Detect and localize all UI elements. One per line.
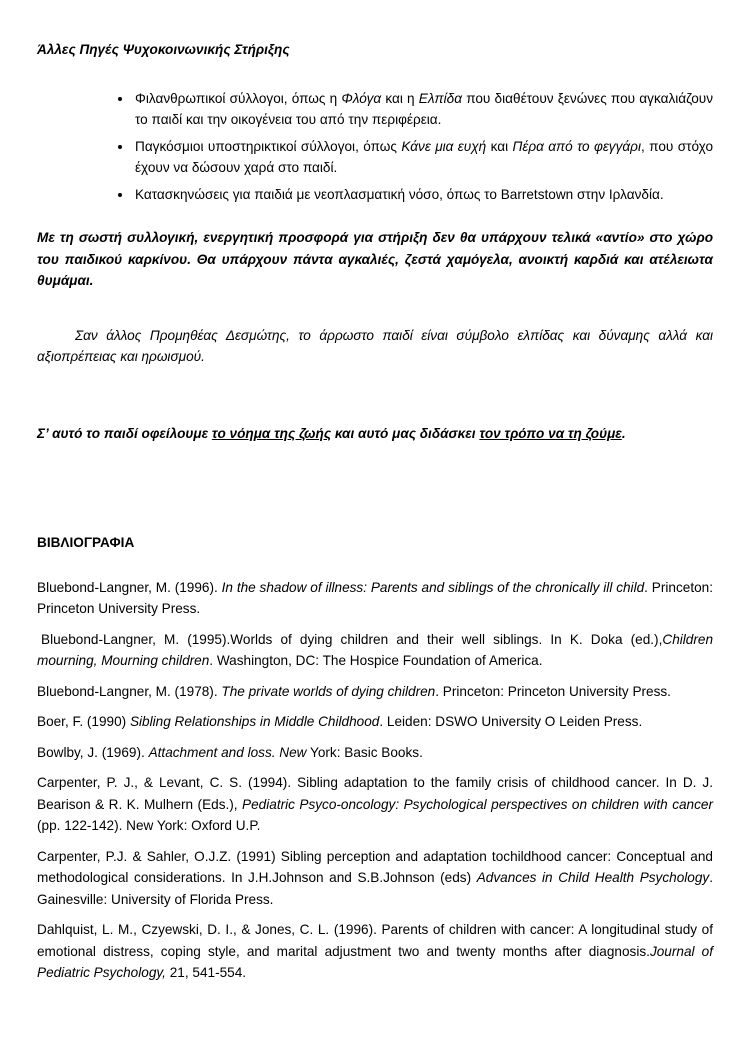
ref-title-italic: Advances in Child Health Psychology [476,870,710,885]
ref-text: Bowlby, J. (1969). [37,744,149,760]
ref-text: . Washington, DC: The Hospice Foundation of America. [209,653,543,668]
section-title: Άλλες Πηγές Ψυχοκοινωνικής Στήριξης [37,42,290,57]
list-item-charity-orgs [133,88,713,131]
reference [37,919,713,984]
ref-text: (pp. 122-142). New York: Oxford U.P. [37,818,261,833]
text-run: Σ’ αυτό το παιδί οφείλουμε [37,425,212,441]
ref-text: York: Basic Books. [306,744,423,760]
text-run: και η [381,90,419,106]
quote-paragraph: Σαν άλλος Προμηθέας Δεσμώτης, το άρρωστο παιδί είναι σύμβολο ελπίδας και δύναμης αλλά και αξιοπρέπειας και ηρωισμού. [37,327,713,364]
ref-text: Carpenter, P.J. & Sahler, O.J.Z. (1991) Sibling perception and adaptation tochildhood cancer: Conceptual and methodological considerations. In J.H.Johnson and S.B.Johnson (eds) [37,848,713,885]
text-run: Κατασκηνώσεις για παιδιά με νεοπλασματική νόσο, όπως το Barretstown στην Ιρλανδία. [135,186,664,202]
ref-text: . Princeton: Princeton University Press. [435,683,671,699]
ref-text: Bluebond-Langner, M. (1996). [37,579,222,595]
text-run: και [486,138,513,154]
ref-text: Carpenter, P. J., & Levant, C. S. (1994). Sibling adaptation to the family crisis of childhood cancer. In D. J. Bearison & R. K. Mulhern (Eds.), [37,775,713,812]
ref-text: Dahlquist, L. M., Czyewski, D. I., & Jones, C. L. (1996). Parents of children with cancer: A longitudinal study of emotional distress, coping style, and marital adjustment two and twenty months after diagnosis. [37,922,713,959]
text-run: . [621,425,626,441]
org-name-italic: Κάνε μια ευχή [401,138,487,154]
text-run: Φιλανθρωπικοί σύλλογοι, όπως η [135,90,342,106]
ref-text: . Leiden: DSWO University O Leiden Press. [379,714,643,729]
references-list [37,577,713,984]
org-name-italic: Φλόγα [341,90,382,106]
text-run: Παγκόσμιοι υποστηρικτικοί σύλλογοι, όπως [135,138,402,154]
reference [37,742,713,764]
support-sources-list [37,88,713,206]
org-name-italic: Ελπίδα [418,90,462,106]
ref-title-italic: Journal of Pediatric Psychology, [37,943,713,980]
ref-title-italic: The private worlds of dying children [221,683,436,699]
list-item-global-orgs [133,136,713,179]
closing-statement [37,423,713,445]
ref-title-italic: Children mourning, Mourning children [37,631,713,668]
text-run: , που στόχο έχουν να δώσουν χαρά στο παιδί. [135,138,714,175]
ref-text: 21, 541-554. [165,965,247,980]
reference [37,681,713,703]
reference [37,772,713,837]
underlined-phrase: το νόημα της ζωής [211,425,332,441]
text-run: που διαθέτουν ξενώνες που αγκαλιάζουν το παιδί και την οικογένεια του από την περιφέρεια. [135,90,713,127]
underlined-phrase: τον τρόπο να τη ζούμε [479,425,622,441]
ref-title-italic: Pediatric Psyco-oncology: Psychological perspectives on children with cancer [242,796,713,812]
ref-text: . Gainesville: University of Florida Press. [37,870,713,907]
text-run: και αυτό μας διδάσκει [331,425,480,441]
ref-text: Bluebond-Langner, M. (1995).Worlds of dying children and their well siblings. In K. Doka (ed.), [41,631,663,647]
ref-title-italic: In the shadow of illness: Parents and siblings of the chronically ill child [221,579,645,595]
ref-title-italic: Sibling Relationships in Middle Childhood [129,714,380,729]
ref-title-italic: Attachment and loss. New [148,744,307,760]
list-item-camps [133,184,713,206]
ref-text: . Princeton: Princeton University Press. [37,579,713,616]
ref-text: Boer, F. (1990) [37,714,130,729]
reference [37,846,713,911]
org-name-italic: Πέρα από το φεγγάρι [512,138,641,154]
reference [37,629,713,672]
ref-text: Bluebond-Langner, M. (1978). [37,683,222,699]
reference [37,577,713,620]
emphasis-paragraph: Με τη σωστή συλλογική, ενεργητική προσφορά για στήριξη δεν θα υπάρχουν τελικά «αντίο» στο χώρο του παιδικού καρκίνου. Θα υπάρχουν πάντα αγκαλιές, ζεστά χαμόγελα, ανοικτή καρδιά και ατέλειωτα θυμάμαι. [37,230,713,288]
bibliography-heading: ΒΙΒΛΙΟΓΡΑΦΙΑ [37,535,135,550]
reference [37,711,713,733]
